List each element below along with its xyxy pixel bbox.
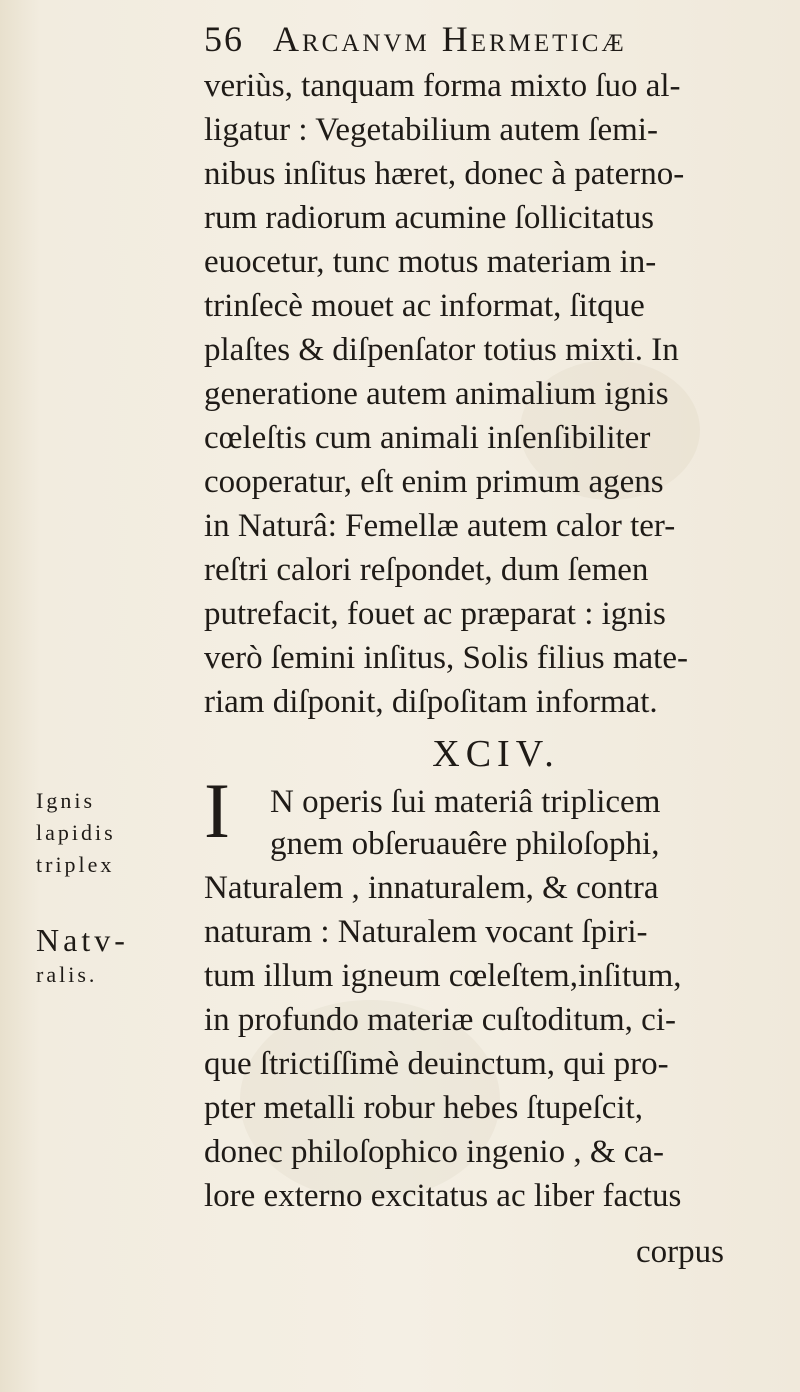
text-line: in profundo materiæ cuſtoditum, ci- — [204, 1002, 676, 1038]
text-line: reſtri calori reſpondet, dum ſemen — [204, 552, 649, 588]
text-line: veriùs, tanquam forma mixto ſuo al- — [204, 68, 681, 104]
text-line: tum illum igneum cœleſtem,inſitum, — [204, 958, 682, 994]
text-line: rum radiorum acumine ſollicitatus — [204, 200, 654, 236]
text-line: donec philoſophico ingenio , & ca- — [204, 1134, 665, 1170]
text-line: cœleſtis cum animali inſenſibiliter — [204, 420, 651, 456]
running-title: Arcanvm Hermeticæ — [273, 19, 627, 59]
text-line: pter metalli robur hebes ſtupeſcit, — [204, 1090, 643, 1126]
text-line: verò ſemini inſitus, Solis filius mate- — [204, 640, 688, 676]
text-line: ligatur : Vegetabilium autem ſemi- — [204, 112, 658, 148]
text-line: gnem obſeruauêre philoſophi, — [270, 826, 660, 862]
text-line: in Naturâ: Femellæ autem calor ter- — [204, 508, 676, 544]
text-line: naturam : Naturalem vocant ſpiri- — [204, 914, 648, 950]
initial-letter: I — [204, 776, 230, 846]
text-line: plaſtes & diſpenſator totius mixti. In — [204, 332, 679, 368]
text-line: Naturalem , innaturalem, & contra — [204, 870, 659, 906]
section-number: XCIV. — [432, 733, 560, 775]
text-line: riam diſponit, diſpoſitam informat. — [204, 684, 658, 720]
page-number: 56 — [204, 19, 244, 59]
text-line: que ſtrictiſſimè deuinctum, qui pro- — [204, 1046, 669, 1082]
text-line: trinſecè mouet ac informat, ſitque — [204, 288, 645, 324]
margin-note-line: Ignis — [36, 788, 95, 813]
text-line: putrefacit, fouet ac præparat : ignis — [204, 596, 666, 632]
margin-note-line: Natv- — [36, 922, 129, 958]
text-line: euocetur, tunc motus materiam in- — [204, 244, 657, 280]
text-line: generatione autem animalium ignis — [204, 376, 669, 412]
running-header — [204, 14, 627, 64]
margin-note-line: triplex — [36, 852, 115, 877]
text-line: N operis ſui materiâ triplicem — [270, 784, 661, 820]
text-line: nibus inſitus hæret, donec à paterno- — [204, 156, 685, 192]
text-line: lore externo excitatus ac liber factus — [204, 1178, 682, 1214]
catchword: corpus — [636, 1234, 724, 1270]
drop-cap — [204, 776, 270, 846]
text-line: cooperatur, eſt enim primum agens — [204, 464, 664, 500]
margin-note-line: ralis. — [36, 962, 98, 987]
margin-note-line: lapidis — [36, 820, 116, 845]
